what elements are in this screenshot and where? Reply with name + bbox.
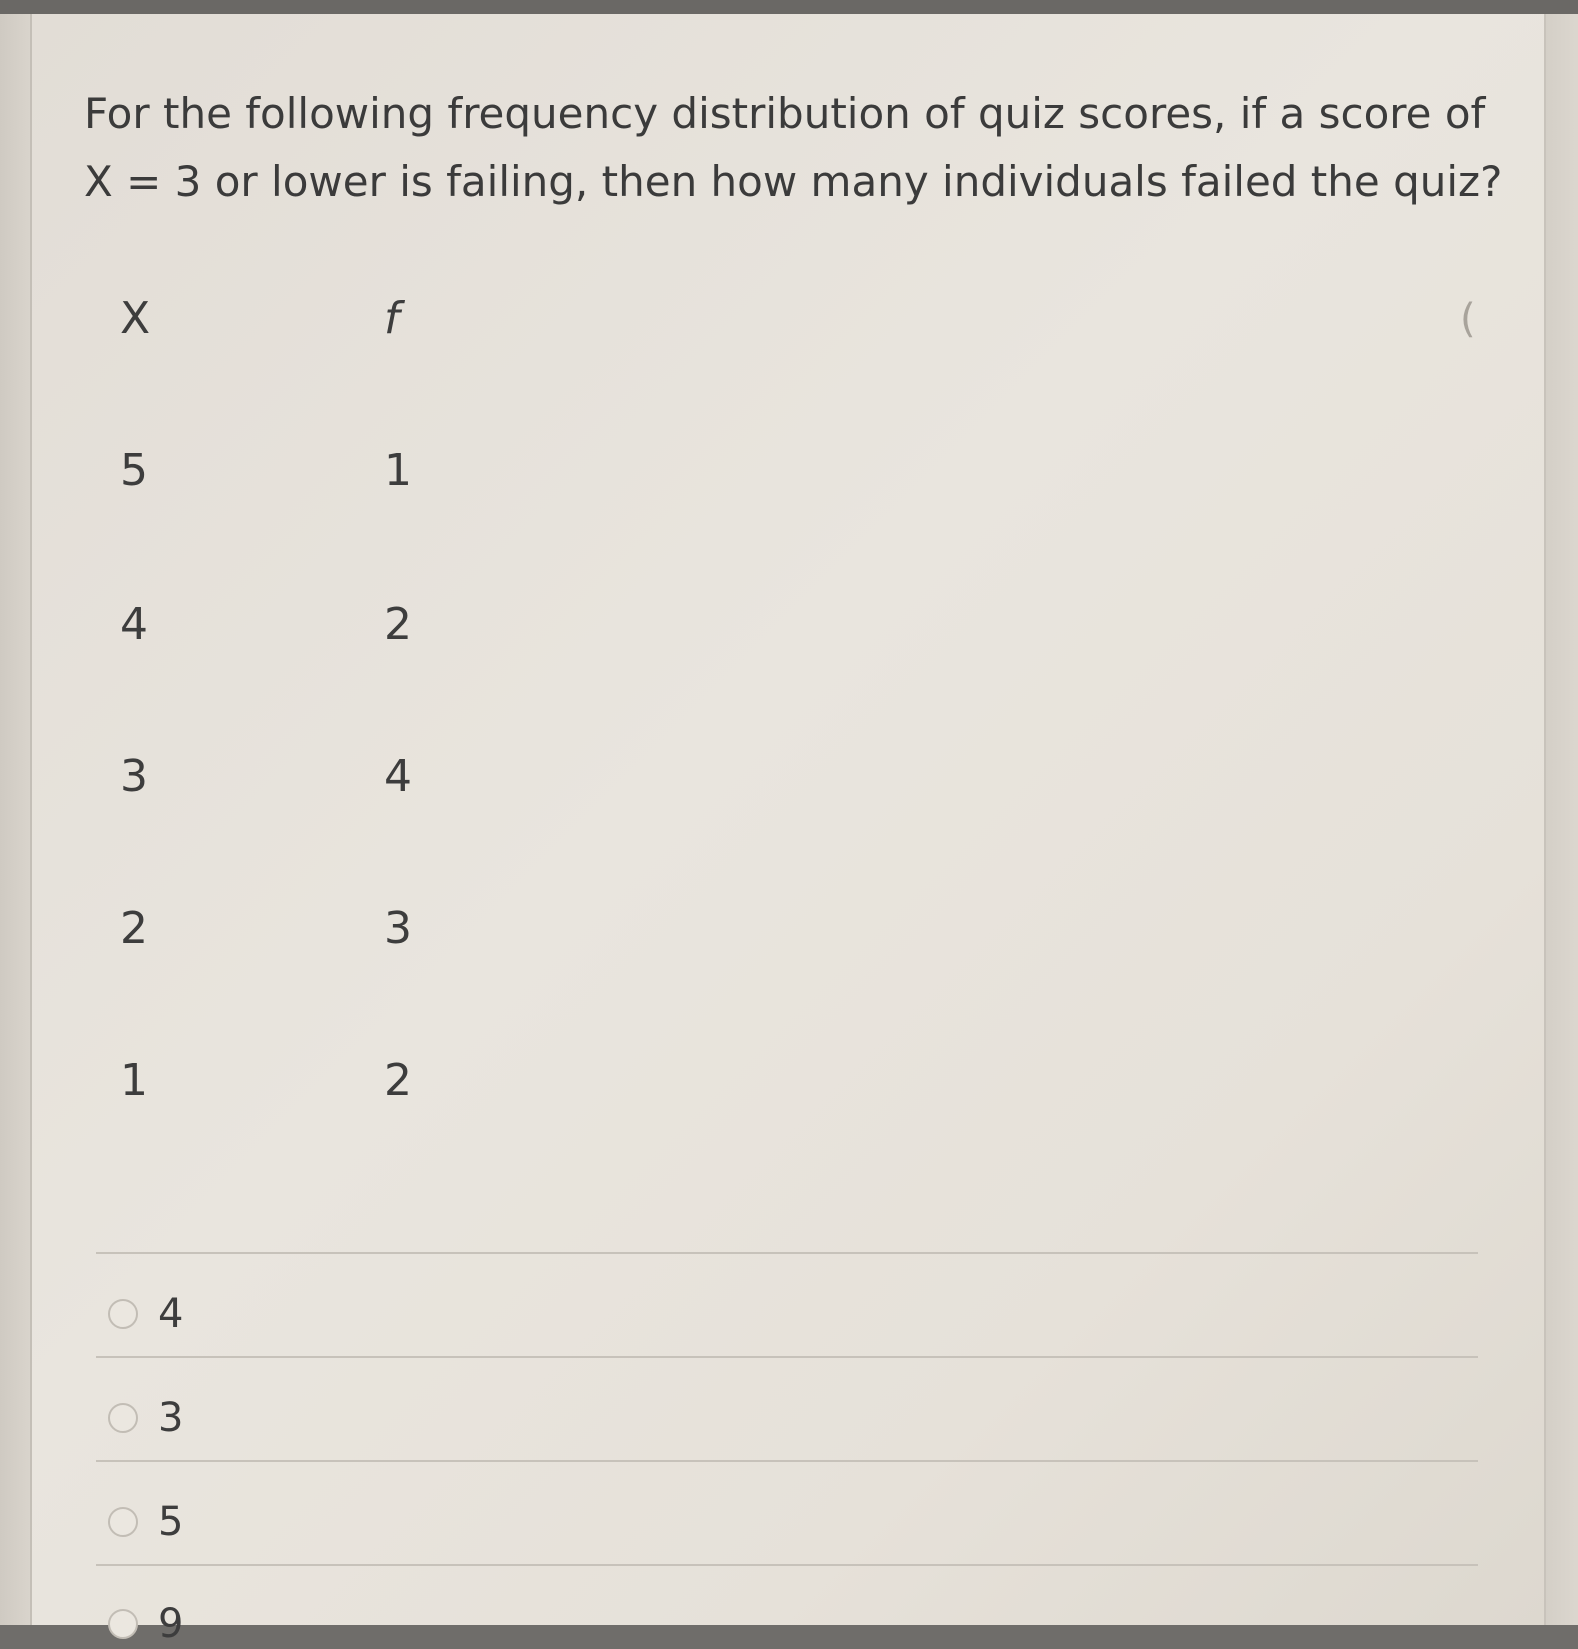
table-cell-x: 1 [120, 1055, 148, 1106]
table-cell-f: 2 [384, 1055, 412, 1106]
option-divider [96, 1564, 1478, 1566]
radio-button-icon[interactable] [108, 1507, 138, 1537]
table-cell-f: 2 [384, 599, 412, 650]
table-cell-f: 4 [384, 751, 412, 802]
table-header-f: f [384, 293, 400, 344]
answer-option-label: 3 [158, 1395, 184, 1441]
radio-button-icon[interactable] [108, 1609, 138, 1639]
table-header-x: X [120, 293, 151, 344]
answer-option[interactable] [108, 1393, 183, 1443]
table-cell-x: 3 [120, 751, 148, 802]
table-cell-x: 5 [120, 445, 148, 496]
answer-option-label: 4 [158, 1291, 184, 1337]
table-cell-f: 1 [384, 445, 412, 496]
answer-option[interactable] [108, 1599, 183, 1649]
stray-mark: ( [1460, 296, 1476, 342]
right-margin [1544, 14, 1578, 1625]
left-margin [0, 14, 30, 1625]
answer-option-label: 9 [158, 1601, 184, 1647]
radio-button-icon[interactable] [108, 1299, 138, 1329]
option-divider [96, 1460, 1478, 1462]
radio-button-icon[interactable] [108, 1403, 138, 1433]
question-panel [30, 14, 1544, 1647]
option-divider [96, 1356, 1478, 1358]
browser-top-strip [0, 0, 1578, 14]
table-cell-x: 4 [120, 599, 148, 650]
answer-option[interactable] [108, 1497, 183, 1547]
answer-option[interactable] [108, 1289, 183, 1339]
table-cell-x: 2 [120, 903, 148, 954]
option-divider [96, 1252, 1478, 1254]
answer-option-label: 5 [158, 1499, 184, 1545]
question-text: For the following frequency distribution of quiz scores, if a score of X = 3 or lower is failing, then how many individuals failed the quiz? [84, 89, 1503, 206]
table-cell-f: 3 [384, 903, 412, 954]
